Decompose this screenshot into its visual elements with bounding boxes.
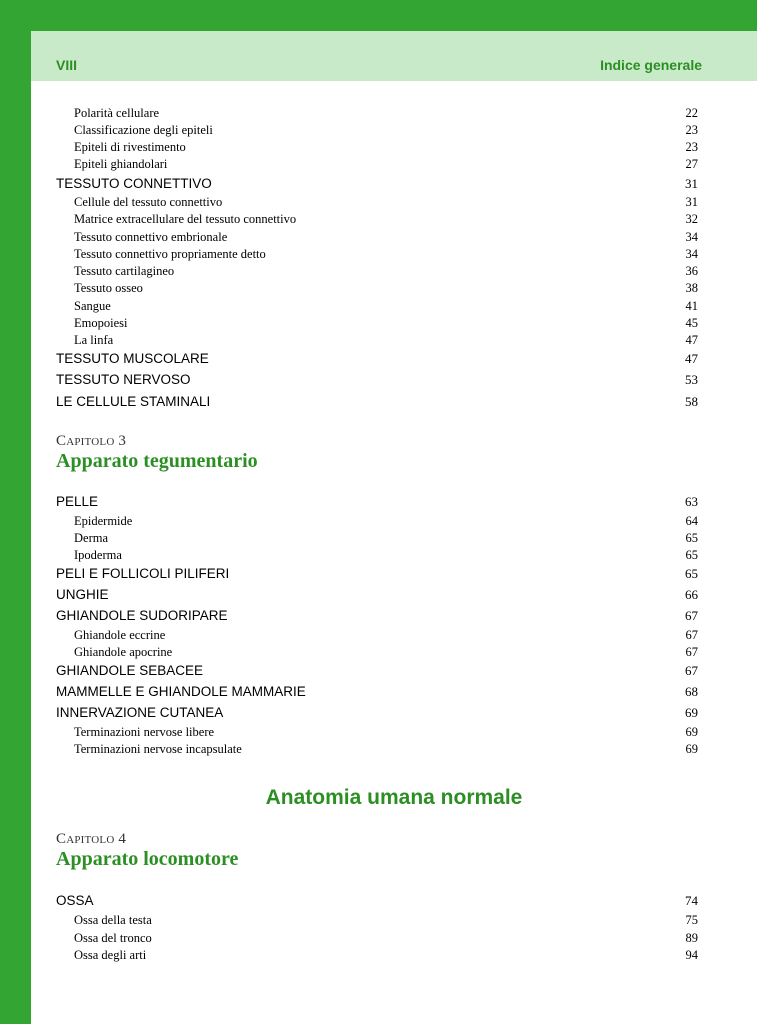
running-header-title: Indice generale bbox=[600, 57, 702, 73]
toc-main-entry bbox=[56, 370, 698, 390]
chapter-label: Capitolo 3 bbox=[56, 433, 127, 449]
toc-main-entry bbox=[56, 492, 698, 512]
toc-entry-title: Tessuto connettivo propriamente detto bbox=[74, 247, 266, 261]
toc-entry-page: 23 bbox=[685, 140, 698, 154]
toc-entry-page: 63 bbox=[685, 494, 698, 509]
toc-subentry bbox=[74, 246, 698, 263]
toc-subentry bbox=[74, 741, 698, 758]
toc-entry-title: PELI E FOLLICOLI PILIFERI bbox=[56, 566, 230, 581]
chapter-title: Apparato locomotore bbox=[56, 848, 239, 870]
toc-subentry bbox=[74, 947, 698, 964]
toc-entry-title: Epiteli ghiandolari bbox=[74, 157, 168, 171]
toc-entry-page: 23 bbox=[685, 123, 698, 137]
toc-main-entry bbox=[56, 564, 698, 584]
toc-entry-title: Epiteli di rivestimento bbox=[74, 140, 186, 154]
toc-subentry bbox=[74, 315, 698, 332]
toc-entry-title: Polarità cellulare bbox=[74, 106, 160, 120]
toc-entry-page: 31 bbox=[685, 176, 698, 191]
toc-entry-page: 38 bbox=[685, 281, 698, 295]
chapter-label: Capitolo 4 bbox=[56, 831, 127, 847]
toc-entry-page: 64 bbox=[685, 514, 698, 528]
toc-main-entry bbox=[56, 682, 698, 702]
toc-entry-title: Epidermide bbox=[74, 514, 133, 528]
left-green-bar bbox=[0, 0, 31, 1024]
toc-entry-title: GHIANDOLE SEBACEE bbox=[56, 663, 204, 678]
toc-entry-title: La linfa bbox=[74, 333, 114, 347]
toc-entry-title: Terminazioni nervose incapsulate bbox=[74, 742, 242, 756]
toc-subentry bbox=[74, 263, 698, 280]
toc-entry-page: 67 bbox=[685, 608, 698, 623]
toc-entry-page: 53 bbox=[685, 372, 698, 387]
toc-entry-page: 69 bbox=[685, 742, 698, 756]
toc-entry-page: 67 bbox=[685, 645, 698, 659]
toc-entry-title: Ghiandole apocrine bbox=[74, 645, 173, 659]
toc-entry-title: Terminazioni nervose libere bbox=[74, 725, 215, 739]
toc-entry-page: 69 bbox=[685, 725, 698, 739]
toc-entry-title: LE CELLULE STAMINALI bbox=[56, 394, 211, 409]
toc-entry-title: Tessuto osseo bbox=[74, 281, 143, 295]
toc-subentry bbox=[74, 627, 698, 644]
toc-subentry bbox=[74, 724, 698, 741]
page-number: VIII bbox=[56, 57, 78, 73]
toc-main-entry bbox=[56, 891, 698, 911]
toc-entry-page: 45 bbox=[685, 316, 698, 330]
toc-subentry bbox=[74, 122, 698, 139]
toc-entry-title: TESSUTO MUSCOLARE bbox=[56, 351, 209, 366]
toc-entry-page: 32 bbox=[685, 212, 698, 226]
toc-entry-title: Emopoiesi bbox=[74, 316, 128, 330]
toc-entry-page: 34 bbox=[685, 230, 698, 244]
toc-entry-title: Matrice extracellulare del tessuto connettivo bbox=[74, 212, 297, 226]
toc-entry-page: 36 bbox=[685, 264, 698, 278]
toc-subentry bbox=[74, 547, 698, 564]
toc-entry-title: TESSUTO CONNETTIVO bbox=[56, 176, 212, 191]
toc-entry-page: 65 bbox=[685, 531, 698, 545]
toc-subentry bbox=[74, 513, 698, 530]
toc-subentry bbox=[74, 530, 698, 547]
toc-entry-title: Derma bbox=[74, 531, 109, 545]
toc-entry-page: 65 bbox=[685, 548, 698, 562]
toc-entry-title: Ossa degli arti bbox=[74, 948, 147, 962]
toc-entry-title: Sangue bbox=[74, 299, 111, 313]
toc-main-entry bbox=[56, 585, 698, 605]
toc-entry-title: Cellule del tessuto connettivo bbox=[74, 195, 223, 209]
toc-entry-page: 58 bbox=[685, 394, 698, 409]
toc-main-entry bbox=[56, 392, 698, 412]
toc-entry-page: 68 bbox=[685, 684, 698, 699]
toc-entry-page: 27 bbox=[685, 157, 698, 171]
toc-entry-title: OSSA bbox=[56, 893, 94, 908]
toc-subentry bbox=[74, 332, 698, 349]
toc-entry-title: GHIANDOLE SUDORIPARE bbox=[56, 608, 228, 623]
toc-subentry bbox=[74, 105, 698, 122]
toc-entry-page: 66 bbox=[685, 587, 698, 602]
toc-entry-title: Ossa della testa bbox=[74, 913, 152, 927]
toc-entry-page: 89 bbox=[685, 931, 698, 945]
toc-entry-page: 69 bbox=[685, 705, 698, 720]
toc-subentry bbox=[74, 644, 698, 661]
toc-entry-page: 31 bbox=[685, 195, 698, 209]
toc-entry-page: 47 bbox=[685, 351, 698, 366]
toc-subentry bbox=[74, 211, 698, 228]
toc-entry-page: 94 bbox=[685, 948, 698, 962]
toc-entry-title: Tessuto cartilagineo bbox=[74, 264, 175, 278]
toc-subentry bbox=[74, 229, 698, 246]
toc-entry-page: 65 bbox=[685, 566, 698, 581]
toc-entry-title: MAMMELLE E GHIANDOLE MAMMARIE bbox=[56, 684, 306, 699]
toc-entry-title: UNGHIE bbox=[56, 587, 109, 602]
toc-entry-title: TESSUTO NERVOSO bbox=[56, 372, 191, 387]
toc-subentry bbox=[74, 930, 698, 947]
toc-main-entry bbox=[56, 174, 698, 194]
toc-subentry bbox=[74, 280, 698, 297]
toc-subentry bbox=[74, 156, 698, 173]
chapter-title: Apparato tegumentario bbox=[56, 450, 258, 472]
toc-entry-page: 47 bbox=[685, 333, 698, 347]
toc-subentry bbox=[74, 912, 698, 929]
toc-entry-page: 75 bbox=[685, 913, 698, 927]
toc-main-entry bbox=[56, 606, 698, 626]
toc-main-entry bbox=[56, 661, 698, 681]
toc-entry-page: 74 bbox=[685, 893, 698, 908]
toc-main-entry bbox=[56, 349, 698, 369]
toc-main-entry bbox=[56, 703, 698, 723]
toc-entry-page: 41 bbox=[685, 299, 698, 313]
top-green-bar bbox=[31, 0, 757, 31]
toc-entry-title: Tessuto connettivo embrionale bbox=[74, 230, 228, 244]
toc-entry-title: Ghiandole eccrine bbox=[74, 628, 166, 642]
toc-entry-page: 67 bbox=[685, 628, 698, 642]
toc-entry-title: Classificazione degli epiteli bbox=[74, 123, 213, 137]
toc-entry-page: 67 bbox=[685, 663, 698, 678]
toc-entry-title: Ipoderma bbox=[74, 548, 122, 562]
toc-subentry bbox=[74, 298, 698, 315]
section-title: Anatomia umana normale bbox=[265, 786, 523, 809]
toc-entry-title: INNERVAZIONE CUTANEA bbox=[56, 705, 224, 720]
toc-subentry bbox=[74, 139, 698, 156]
toc-entry-page: 34 bbox=[685, 247, 698, 261]
toc-entry-title: PELLE bbox=[56, 494, 99, 509]
toc-subentry bbox=[74, 194, 698, 211]
toc-entry-page: 22 bbox=[685, 106, 698, 120]
toc-entry-title: Ossa del tronco bbox=[74, 931, 152, 945]
